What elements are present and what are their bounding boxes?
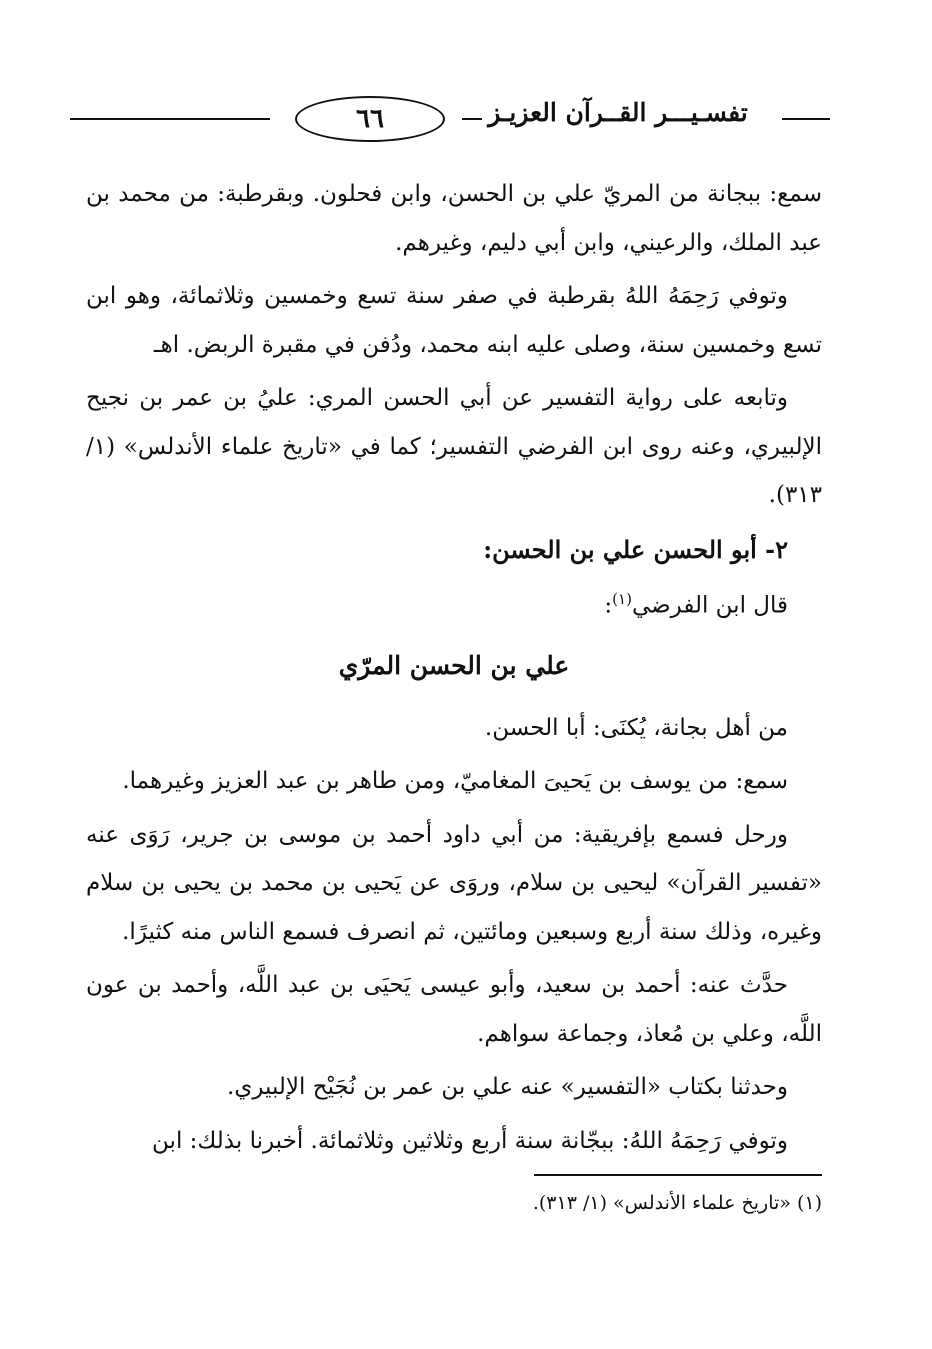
- section-heading: ٢- أبو الحسن علي بن الحسن:: [483, 534, 788, 564]
- footnote-1: (١) «تاريخ علماء الأندلس» (١/ ٣١٣).: [532, 1192, 822, 1214]
- entry-paragraph-5: وحدثنا بكتاب «التفسير» عنه علي بن عمر بن نُجَيْح الإلبيري.: [227, 1074, 788, 1101]
- quote-intro: [86, 575, 822, 630]
- footnote-ref: (١): [612, 589, 632, 608]
- header-rule-right: [782, 118, 830, 120]
- paragraph-1: سمع: ببجانة من المريّ علي بن الحسن، وابن فحلون. وبقرطبة: من محمد بن عبد الملك، والرعيني، وابن أبي دليم، وغيرهم.: [86, 181, 822, 256]
- quote-colon: :: [604, 592, 613, 619]
- page-number: ٦٦: [295, 96, 445, 142]
- footnote-separator: [534, 1174, 822, 1176]
- quote-intro-text: قال ابن الفرضي: [631, 592, 788, 619]
- entry-title: علي بن الحسن المرّي: [338, 650, 570, 680]
- entry-paragraph-4: حدَّث عنه: أحمد بن سعيد، وأبو عيسى يَحيَى بن عبد اللَّه، وأحمد بن عون اللَّه، وعلي بن مُعاذ، وجماعة سواهم.: [86, 972, 822, 1047]
- entry-paragraph-6: وتوفي رَحِمَهُ اللهُ: ببجّانة سنة أربع وثلاثين وثلاثمائة. أخبرنا بذلك: ابن: [152, 1127, 788, 1154]
- entry-paragraph-1: من أهل بجانة، يُكنَى: أبا الحسن.: [484, 714, 788, 741]
- page-header: [70, 92, 830, 146]
- main-text: [86, 170, 822, 1170]
- paragraph-2: وتوفي رَحِمَهُ اللهُ بقرطبة في صفر سنة تسع وخمسين وثلاثمائة، وهو ابن تسع وخمسين سنة، وصلى عليه ابنه محمد، ودُفن في مقبرة الربض. اهـ: [86, 283, 822, 358]
- entry-paragraph-2: سمع: من يوسف بن يَحيىَ المغاميّ، ومن طاهر بن عبد العزيز وغيرهما.: [122, 768, 788, 795]
- running-title: تفسـيـــر القــرآن العزيـز: [482, 98, 754, 127]
- entry-paragraph-3: ورحل فسمع بإفريقية: من أبي داود أحمد بن موسى بن جرير، رَوَى عنه «تفسير القرآن» ليحيى بن سلام، وروَى عن يَحيى بن محمد بن يحيى بن سلام وغيره، وذلك سنة أربع وسبعين ومائتين، ثم انصرف فسمع الناس منه كثيرًا.: [86, 821, 822, 945]
- header-rule-left: [70, 118, 270, 120]
- paragraph-3: وتابعه على رواية التفسير عن أبي الحسن المري: عليُ بن عمر بن نجيح الإلبيري، وعنه روى ابن الفرضي التفسير؛ كما في «تاريخ علماء الأندلس» (١/ ٣١٣).: [86, 385, 822, 508]
